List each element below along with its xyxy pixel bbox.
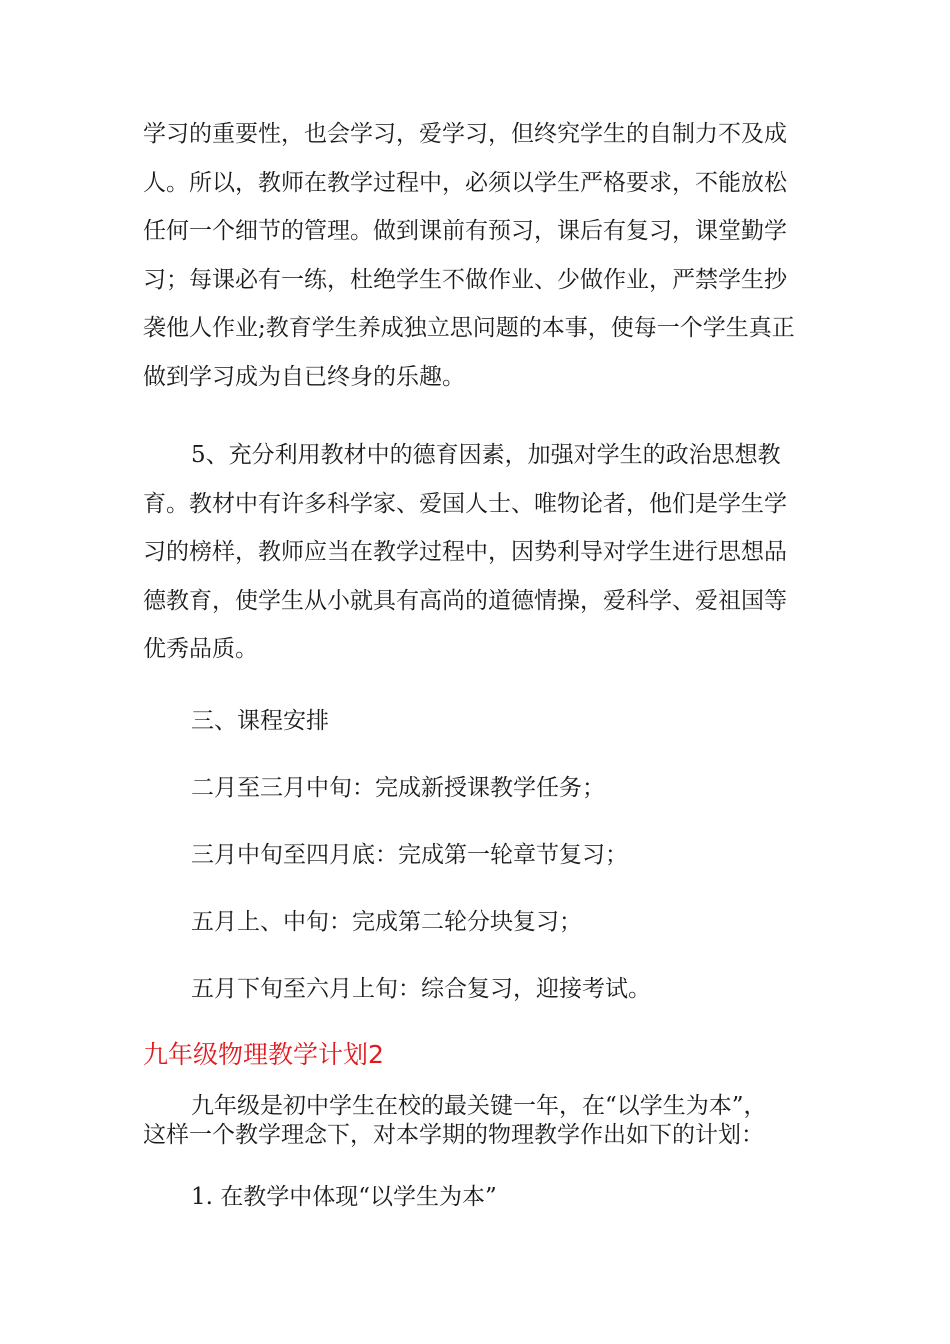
point-heading: 1. 在教学中体现“以学生为本” bbox=[191, 1184, 497, 1210]
schedule-item: 五月上、中旬：完成第二轮分块复习； bbox=[191, 909, 582, 935]
text-line: 德教育，使学生从小就具有高尚的道德情操，爱科学、爱祖国等 bbox=[143, 587, 787, 614]
text-line: 5、充分利用教材中的德育因素，加强对学生的政治思想教 bbox=[191, 442, 781, 468]
text-line: 九年级是初中学生在校的最关键一年，在“以学生为本”， bbox=[191, 1093, 767, 1119]
schedule-item: 五月下旬至六月上旬：综合复习，迎接考试。 bbox=[191, 976, 651, 1002]
paragraph-discipline bbox=[143, 110, 815, 401]
text-line: 学习的重要性，也会学习，爱学习，但终究学生的自制力不及成 bbox=[143, 121, 787, 147]
intro-paragraph bbox=[143, 1092, 767, 1150]
text-line: 做到学习成为自已终身的乐趣。 bbox=[143, 363, 465, 390]
document-heading: 九年级物理教学计划2 bbox=[143, 1040, 384, 1069]
schedule-item: 三月中旬至四月底：完成第一轮章节复习； bbox=[191, 842, 628, 868]
text-line: 这样一个教学理念下，对本学期的物理教学作出如下的计划： bbox=[143, 1122, 764, 1148]
text-line: 袭他人作业;教育学生养成独立思问题的本事，使每一个学生真正 bbox=[143, 315, 795, 341]
section-title: 三、课程安排 bbox=[191, 708, 329, 734]
text-line: 习的榜样，教师应当在教学过程中，因势利导对学生进行思想品 bbox=[143, 539, 787, 565]
paragraph-moral-education bbox=[143, 431, 815, 674]
text-line: 优秀品质。 bbox=[143, 636, 258, 662]
text-line: 育。教材中有许多科学家、爱国人士、唯物论者，他们是学生学 bbox=[143, 490, 787, 517]
text-line: 任何一个细节的管理。做到课前有预习，课后有复习，课堂勤学 bbox=[143, 218, 787, 244]
text-line: 人。所以，教师在教学过程中，必须以学生严格要求，不能放松 bbox=[143, 169, 787, 196]
text-line: 习；每课必有一练，杜绝学生不做作业、少做作业，严禁学生抄 bbox=[143, 266, 787, 293]
schedule-item: 二月至三月中旬：完成新授课教学任务； bbox=[191, 775, 605, 801]
